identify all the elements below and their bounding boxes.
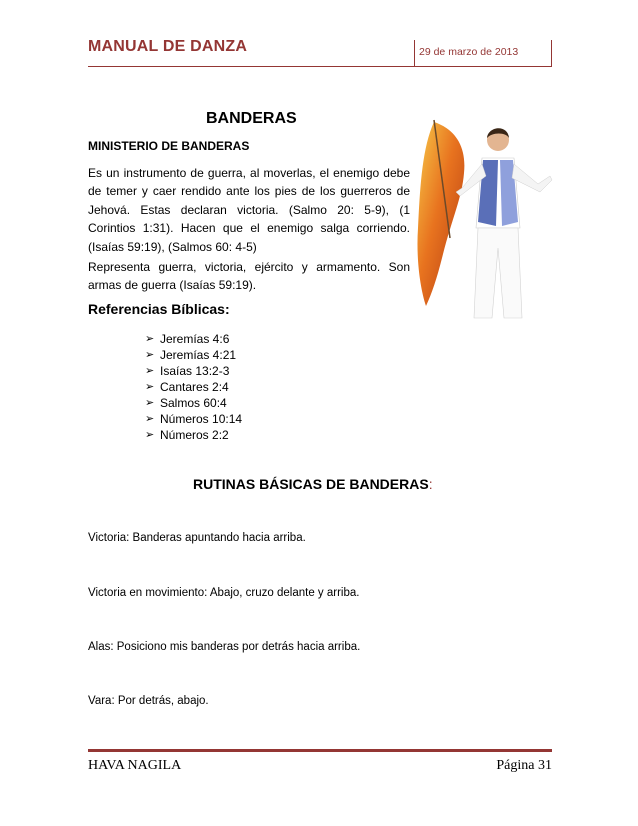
arrow-bullet-icon: ➢: [145, 365, 155, 377]
references-list: [145, 331, 242, 443]
header-rule: [88, 66, 552, 67]
section-heading: MINISTERIO DE BANDERAS: [88, 139, 250, 153]
flag-dancer-illustration: [412, 118, 560, 328]
list-item: ➢ Números 2:2: [145, 428, 229, 442]
footer-left-text: HAVA NAGILA: [88, 758, 182, 773]
list-item: ➢ Jeremías 4:6: [145, 332, 230, 346]
page-number: Página 31: [496, 758, 552, 773]
list-item: ➢ Números 10:14: [145, 412, 243, 426]
arrow-bullet-icon: ➢: [145, 349, 155, 361]
paragraph-1: Es un instrumento de guerra, al moverlas, el enemigo debe de temer y caer rendido ante los pies de los guerreros de Jehová. Estas declaran victoria. (Salmo 20: 5-9), (1 Corintios 1:31). Hacen que el enemigo salga corriendo. (Isaías 59:19), (Salmos 60: 4-5): [88, 166, 410, 254]
arrow-bullet-icon: ➢: [145, 429, 155, 441]
arrow-bullet-icon: ➢: [145, 333, 155, 345]
arrow-bullet-icon: ➢: [145, 381, 155, 393]
paragraph-2: Representa guerra, victoria, ejército y armamento. Son armas de guerra (Isaías 59:19).: [88, 260, 410, 293]
references-heading: Referencias Bíblicas:: [88, 301, 230, 317]
routines-heading: RUTINAS BÁSICAS DE BANDERAS:: [193, 476, 433, 492]
arrow-bullet-icon: ➢: [145, 397, 155, 409]
header-title: MANUAL DE DANZA: [88, 38, 248, 55]
dancer-pants: [474, 228, 522, 318]
list-item: ➢ Isaías 13:2-3: [145, 364, 230, 378]
routine-victoria: Victoria: Banderas apuntando hacia arriba.: [88, 532, 306, 544]
dancer-arm-right: [512, 164, 552, 192]
list-item: ➢ Jeremías 4:21: [145, 348, 237, 362]
routine-victoria-movimiento: Victoria en movimiento: Abajo, cruzo delante y arriba.: [88, 587, 360, 599]
page-title: BANDERAS: [206, 110, 297, 127]
routine-alas: Alas: Posiciono mis banderas por detrás hacia arriba.: [88, 641, 361, 653]
list-item: ➢ Salmos 60:4: [145, 396, 227, 410]
routine-vara: Vara: Por detrás, abajo.: [88, 695, 209, 707]
list-item: ➢ Cantares 2:4: [145, 380, 229, 394]
header-divider-right: [551, 40, 552, 66]
header-divider-left: [414, 40, 415, 66]
arrow-bullet-icon: ➢: [145, 413, 155, 425]
routines-heading-colon: :: [428, 476, 433, 492]
header-date: 29 de marzo de 2013: [419, 46, 519, 58]
footer-rule: [88, 749, 552, 752]
flag-shape: [417, 122, 464, 306]
